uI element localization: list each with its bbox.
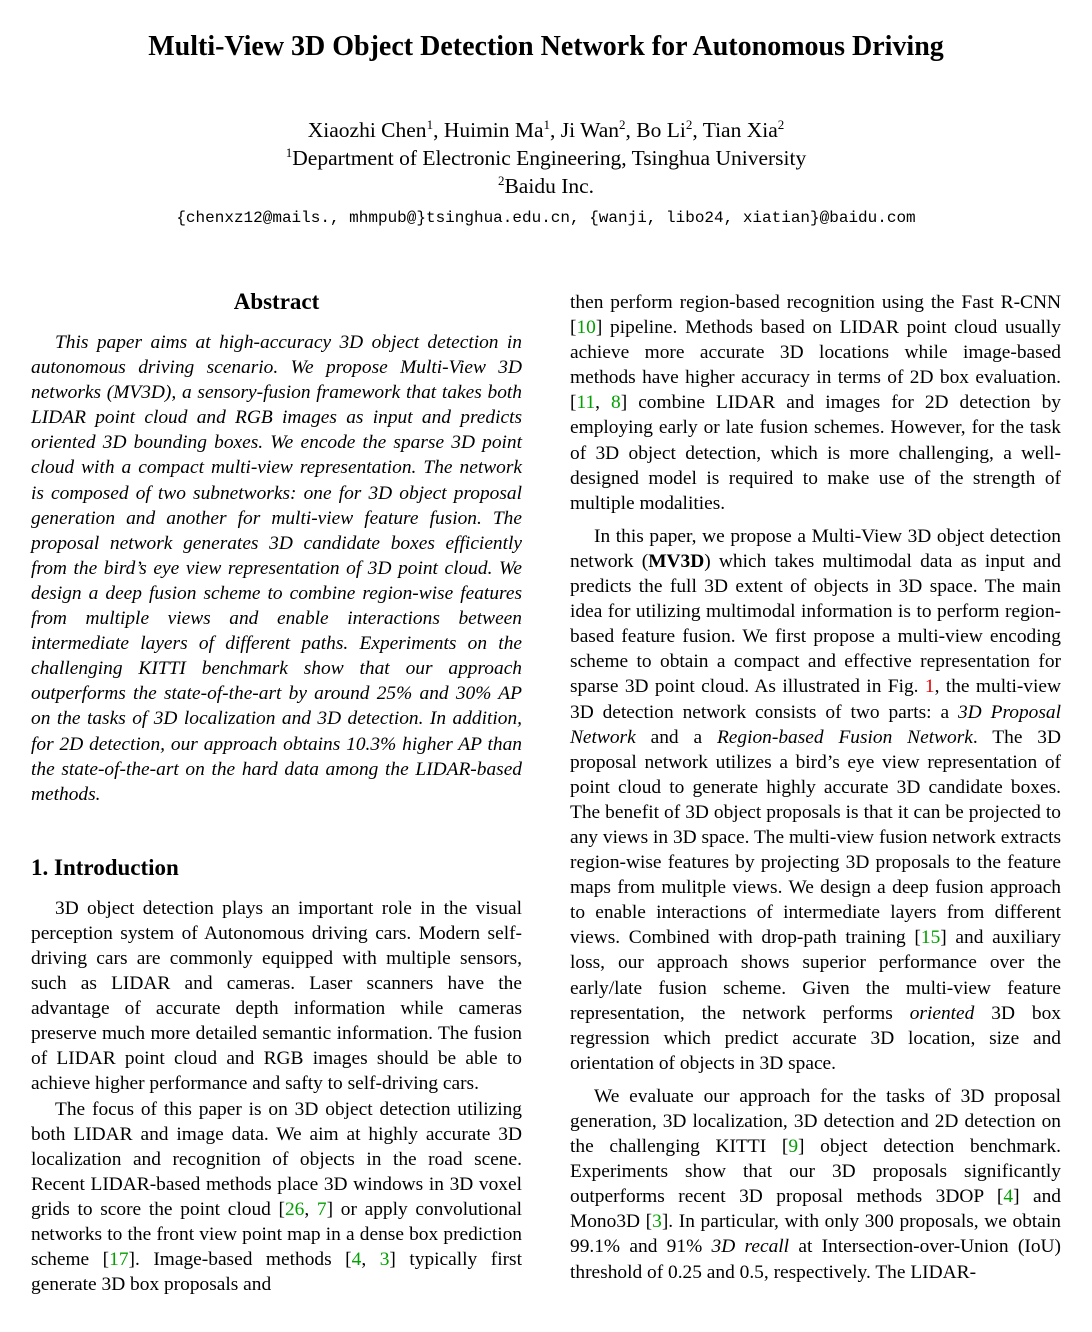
intro-paragraph-5 (570, 1084, 1061, 1285)
affiliation-line (0, 172, 1092, 200)
intro-paragraph-2 (31, 1097, 522, 1298)
author-name: Bo Li (636, 118, 686, 142)
author-name: Tian Xia (702, 118, 778, 142)
text-run: ]. In particular, with only 300 proposals, we obtain 99.1% and 91% (570, 1211, 1061, 1258)
author-block (0, 116, 1092, 200)
text-run: then perform region-based recognition using the Fast R-CNN [ (570, 292, 1061, 339)
affiliation-line (0, 144, 1092, 172)
abstract-heading: Abstract (233, 289, 320, 314)
left-column (31, 288, 522, 1297)
citation-link[interactable]: 26 (284, 1198, 305, 1220)
citation-link[interactable]: 17 (109, 1249, 129, 1271)
affiliation-mark: 2 (619, 116, 626, 132)
affiliation-text: Baidu Inc. (504, 174, 595, 198)
text-run: and a (635, 726, 717, 748)
model-name: MV3D (648, 550, 705, 572)
text-run: We evaluate our approach for the tasks of 3D proposal generation, 3D localization, 3D detection and 2D detection on the challenging KITTI [ (570, 1085, 1061, 1158)
text-run: , (361, 1249, 380, 1271)
citation-link[interactable]: 7 (316, 1198, 327, 1220)
citation-link[interactable]: 10 (576, 317, 596, 339)
text-run: ) which takes multimodal data as input and predicts the full 3D extent of objects in 3D space. The main idea for utilizing multimodal information is to perform region-based feature fusion. We first propose a multi-view encoding scheme to obtain a compact and effective representation for sparse 3D point cloud. As illustrated in Fig. (570, 550, 1061, 698)
figure-link[interactable]: 1 (924, 676, 935, 698)
text-run: The focus of this paper is on 3D object detection utilizing both LIDAR and image data. We aim at highly accurate 3D localization and recognition of objects in the road scene. Recent LIDAR-based methods place 3D windows in 3D voxel grids to score the point cloud [ (31, 1098, 522, 1220)
text-run: ] and Mono3D [ (570, 1186, 1061, 1233)
emphasis-text: 3D Proposal Network (570, 701, 1061, 748)
text-run: , (304, 1198, 317, 1220)
text-run: ] and auxiliary loss, our approach shows superior performance over the early/late fusion scheme. Given the multi-view feature representation, the network performs (570, 927, 1061, 1024)
author-emails: {chenxz12@mails., mhmpub@}tsinghua.edu.cn, {wanji, libo24, xiatian}@baidu.com (176, 209, 916, 227)
intro-paragraph-1: 3D object detection plays an important role in the visual perception system of Autonomous driving cars. Modern self-driving cars are commonly equipped with multiple sensors, such as LIDAR and cameras. Laser scanners have the advantage of accurate depth information while cameras preserve much more detailed semantic information. The fusion of LIDAR point cloud and RGB images should be able to achieve higher performance and safty to self-driving cars. (31, 897, 522, 1095)
affiliation-mark: 2 (497, 172, 505, 188)
citation-link[interactable]: 4 (1003, 1186, 1014, 1208)
citation-link[interactable]: 8 (611, 392, 621, 414)
author-name: Xiaozhi Chen (307, 118, 427, 142)
author-name: Ji Wan (560, 118, 619, 142)
citation-link[interactable]: 9 (788, 1136, 799, 1158)
text-run: In this paper, we propose a Multi-View 3D object detection network ( (570, 525, 1061, 572)
citation-link[interactable]: 4 (351, 1249, 362, 1271)
text-run: ]. Image-based methods [ (128, 1249, 352, 1271)
author-name: Huimin Ma (443, 118, 544, 142)
affiliation-mark: 2 (777, 116, 785, 132)
citation-link[interactable]: 15 (920, 927, 941, 949)
paper-title: Multi-View 3D Object Detection Network for Autonomous Driving (148, 31, 944, 62)
text-run: ] object detection benchmark. Experiments show that our 3D proposals significantly outperforms recent 3D proposal methods 3DOP [ (570, 1136, 1061, 1208)
intro-paragraph-4 (570, 524, 1061, 1076)
text-run: ] or apply convolutional networks to the front view point map in a dense box prediction scheme [ (31, 1198, 522, 1271)
text-run: , the multi-view 3D detection network consists of two parts: a (570, 676, 1062, 723)
emphasis-text: oriented (909, 1002, 975, 1024)
author-names: Xiaozhi Chen$^1$, Huimin Ma$^1$, Ji Wan$^2$, Bo Li$^2$, Tian Xia$^2$ (307, 116, 785, 142)
text-run: , (595, 392, 612, 414)
citation-link[interactable]: 3 (652, 1211, 662, 1233)
affiliation-mark: 1 (543, 116, 551, 132)
affiliation-mark: 2 (685, 116, 693, 132)
introduction-heading: 1. Introduction (31, 854, 179, 880)
intro-paragraph-3 (570, 290, 1061, 516)
abstract-text: This paper aims at high-accuracy 3D object detection in autonomous driving scenario. We propose Multi-View 3D networks (MV3D), a sensory-fusion framework that takes both LIDAR point cloud and RGB images as input and predicts oriented 3D bounding boxes. We encode the sparse 3D point cloud with a compact multi-view representation. The network is composed of two subnetworks: one for 3D object proposal generation and another for multi-view feature fusion. The proposal network generates 3D candidate boxes efficiently from the bird’s eye view representation of 3D point cloud. We design a deep fusion scheme to combine region-wise features from multiple views and enable interactions between intermediate layers of different paths. Experiments on the challenging KITTI benchmark show that our approach outperforms the state-of-the-art by around 25% and 30% AP on the tasks of 3D localization and 3D detection. In addition, for 2D detection, our approach obtains 10.3% higher AP than the state-of-the-art on the hard data among the LIDAR-based methods. (31, 332, 522, 805)
text-run: ] combine LIDAR and images for 2D detection by employing early or late fusion schemes. However, for the task of 3D object detection, which is more challenging, a well-designed model is required to make use of the strength of multiple modalities. (570, 392, 1062, 514)
affiliation-mark: 1 (285, 144, 293, 160)
citation-link[interactable]: 11 (576, 392, 596, 414)
affiliation-mark: 1 (426, 116, 434, 132)
text-run: ] typically first generate 3D box proposals and (31, 1249, 522, 1296)
affiliation-text: Department of Electronic Engineering, Tsinghua University (292, 146, 807, 170)
citation-link[interactable]: 3 (379, 1249, 390, 1271)
emphasis-text: 3D recall (711, 1236, 790, 1258)
emphasis-text: Region-based Fusion Network (716, 726, 973, 748)
text-run: 3D box regression which predict accurate 3D location, size and orientation of objects in 3D space. (570, 1002, 1062, 1074)
text-run: at Intersection-over-Union (IoU) threshold of 0.25 and 0.5, respectively. The LIDAR- (570, 1236, 1061, 1283)
text-run: . The 3D proposal network utilizes a bird’s eye view representation of point cloud to generate highly accurate 3D candidate boxes. The benefit of 3D object proposals is that it can be projected to any views in 3D space. The multi-view fusion network extracts region-wise features by projecting 3D proposals to the feature maps from mulitple views. We design a deep fusion approach to enable interactions of intermediate layers from different views. Combined with drop-path training [ (570, 726, 1061, 949)
text-run: ] pipeline. Methods based on LIDAR point cloud usually achieve more accurate 3D locations while image-based methods have higher accuracy in terms of 2D box evaluation. [ (570, 317, 1061, 414)
right-column (570, 290, 1061, 1285)
